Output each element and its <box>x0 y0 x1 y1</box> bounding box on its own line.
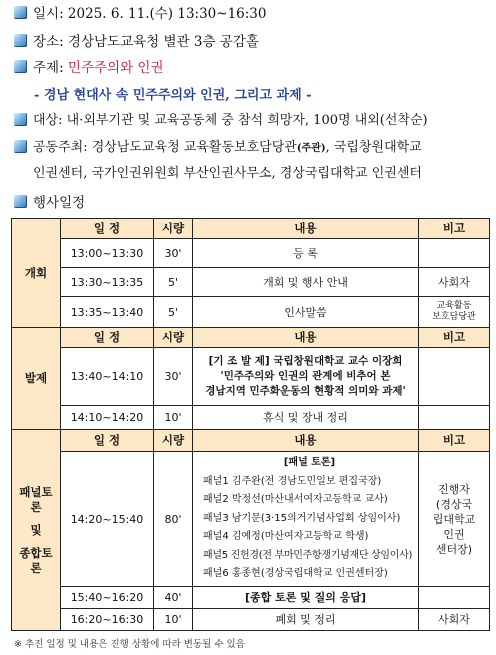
table-row: 16:20~16:30 10' 폐회 및 정리 사회자 <box>12 609 490 631</box>
header-duration: 시량 <box>154 219 193 239</box>
header-note: 비고 <box>419 219 490 239</box>
panel-item: 패널5 진헌경(전 부마민주항쟁기념재단 상임이사) <box>203 549 413 561</box>
bullet-icon <box>14 60 27 73</box>
bullet-icon <box>14 6 27 19</box>
table-header-row <box>12 219 490 239</box>
table-row: 13:40~14:10 30' [기 조 발 제] 국립창원대학교 교수 이장희 '민주주의와 인권의 관계에 비추어 본 경남지역 민주화운동의 현황적 의미와 과제' <box>12 348 490 406</box>
header-content: 내용 <box>193 219 419 239</box>
panel-item: 패널2 박정선(마산내서여자고등학교 교사) <box>203 494 388 506</box>
header-date: 일 정 <box>61 219 154 239</box>
panel-item: 패널1 김주완(전 경남도민일보 편집국장) <box>203 475 382 487</box>
topic-label: 주제: <box>33 60 68 76</box>
table-row: 13:30~13:35 5' 개회 및 행사 안내 사회자 <box>12 268 490 297</box>
section-discussion: 패널토론 및 종합토론 <box>12 430 61 631</box>
section-presentation: 발제 <box>12 328 61 430</box>
panel-item: 패널6 홍종현(경상국립대학교 인권센터장) <box>203 568 388 580</box>
table-header-row: 패널토론 및 종합토론 일 정 시량 내용 비고 <box>12 430 490 452</box>
panel-item: 패널4 김예정(마산여자고등학교 학생) <box>203 531 369 543</box>
section-opening: 개회 <box>12 219 61 328</box>
table-row: 13:35~13:40 5' 인사말씀 교육활동 보호담당관 <box>12 297 490 328</box>
bullet-icon <box>14 113 27 126</box>
panel-item: 패널3 남기문(3·15의거기념사업회 상임이사) <box>203 512 401 524</box>
table-row: 13:00~13:30 30' 등 록 <box>12 239 490 268</box>
bullet-icon <box>14 140 27 153</box>
bullet-icon <box>14 34 27 47</box>
table-row: 15:40~16:20 40' [종합 토론 및 질의 응답] <box>12 587 490 609</box>
schedule-table <box>11 218 490 631</box>
footnote: ※ 추진 일정 및 내용은 진행 상황에 따라 변동될 수 있음 <box>14 639 245 650</box>
topic-value: 민주주의와 인권 <box>67 60 164 76</box>
info-subtitle: - 경남 현대사 속 민주주의와 인권, 그리고 과제 - <box>34 88 312 103</box>
table-row: 14:20~15:40 80' [패널 토론] 패널1 김주완(전 경남도민일보 편집국장) 패널2 박정선(마산내서여자고등학교 교사) 패널3 남기문(3·15의거기념사업회 상임이사) 패널4 김예정(마산여자고등학교 학생) 패널5 진헌경(전 부마민주항쟁기념재단 상임이사) 패널6 홍종현(경상국립대학교 인권센터장) 진행자 (경상국 립대학교 인권 센터장) <box>12 452 490 587</box>
table-row: 14:10~14:20 10' 휴식 및 장내 정리 <box>12 406 490 430</box>
table-header-row: 발제 일 정 시량 내용 비고 <box>12 328 490 348</box>
bullet-icon <box>14 195 27 208</box>
